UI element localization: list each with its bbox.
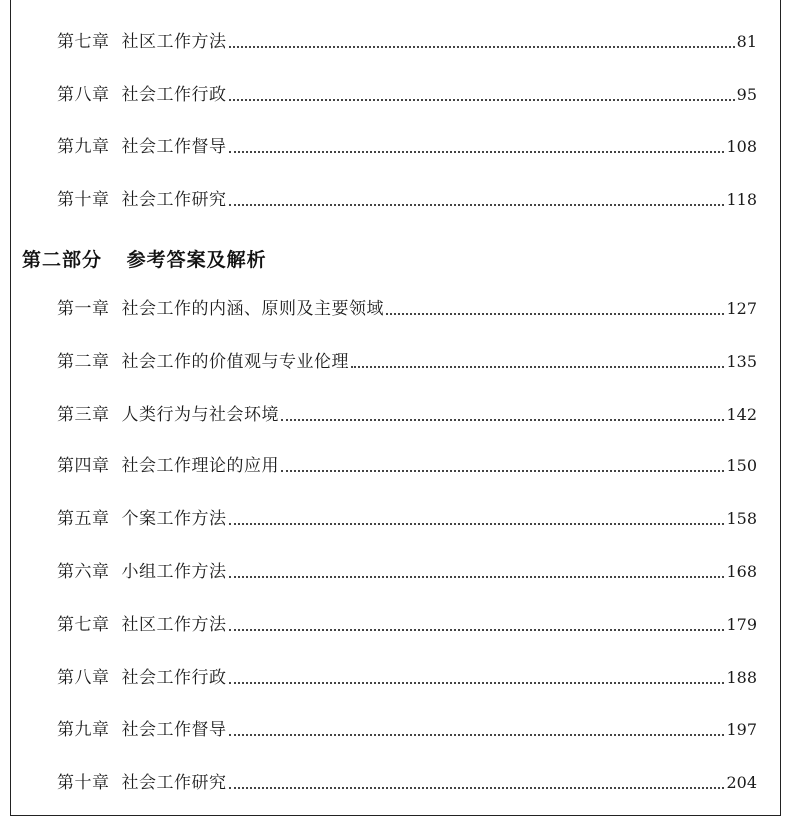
dot-leader	[229, 682, 725, 684]
toc-entry[interactable]	[57, 187, 757, 213]
page-number: 127	[726, 299, 757, 318]
dot-leader	[229, 99, 735, 101]
chapter-title: 社区工作方法	[121, 615, 227, 635]
dot-leader	[281, 470, 724, 472]
toc-entry[interactable]	[57, 453, 757, 479]
chapter-title: 个案工作方法	[121, 509, 227, 529]
chapter-title: 社会工作研究	[121, 190, 227, 210]
dot-leader	[229, 46, 735, 48]
chapter-title: 人类行为与社会环境	[121, 405, 279, 425]
section-title: 参考答案及解析	[126, 249, 267, 271]
toc-entry[interactable]	[57, 29, 757, 55]
section-number: 第二部分	[22, 249, 103, 271]
dot-leader	[351, 366, 724, 368]
toc-entry[interactable]	[57, 82, 757, 108]
chapter-title: 小组工作方法	[121, 562, 227, 582]
chapter-title: 社区工作方法	[121, 32, 227, 52]
chapter-title: 社会工作行政	[121, 85, 227, 105]
page-number: 197	[726, 720, 757, 739]
toc-entry[interactable]	[57, 296, 757, 322]
page-number: 204	[726, 773, 757, 792]
dot-leader	[229, 204, 725, 206]
toc-entry[interactable]	[57, 612, 757, 638]
chapter-number: 第十章	[57, 190, 110, 210]
dot-leader	[386, 313, 724, 315]
chapter-title: 社会工作行政	[121, 668, 227, 688]
toc-entry[interactable]	[57, 665, 757, 691]
chapter-title: 社会工作理论的应用	[121, 456, 279, 476]
section-heading[interactable]	[22, 246, 267, 274]
toc-entry[interactable]	[57, 506, 757, 532]
page-number: 108	[726, 137, 757, 156]
dot-leader	[229, 151, 725, 153]
chapter-number: 第五章	[57, 509, 110, 529]
page-number: 118	[726, 190, 757, 209]
dot-leader	[229, 629, 725, 631]
chapter-number: 第三章	[57, 405, 110, 425]
chapter-number: 第四章	[57, 456, 110, 476]
chapter-number: 第七章	[57, 32, 110, 52]
page-number: 158	[726, 509, 757, 528]
toc-entry[interactable]	[57, 134, 757, 160]
chapter-number: 第六章	[57, 562, 110, 582]
chapter-title: 社会工作督导	[121, 720, 227, 740]
dot-leader	[229, 734, 725, 736]
toc-entry[interactable]	[57, 349, 757, 375]
page-number: 150	[726, 456, 757, 475]
dot-leader	[281, 419, 724, 421]
chapter-number: 第九章	[57, 137, 110, 157]
toc-entry[interactable]	[57, 717, 757, 743]
chapter-title: 社会工作研究	[121, 773, 227, 793]
toc-entry[interactable]	[57, 402, 757, 428]
chapter-number: 第一章	[57, 299, 110, 319]
chapter-title: 社会工作的价值观与专业伦理	[121, 352, 349, 372]
chapter-number: 第八章	[57, 668, 110, 688]
page-number: 179	[726, 615, 757, 634]
dot-leader	[229, 787, 725, 789]
toc-entry[interactable]	[57, 770, 757, 796]
page-number: 168	[726, 562, 757, 581]
page-number: 95	[736, 85, 757, 104]
chapter-number: 第八章	[57, 85, 110, 105]
page-number: 188	[726, 668, 757, 687]
chapter-title: 社会工作督导	[121, 137, 227, 157]
chapter-number: 第十章	[57, 773, 110, 793]
dot-leader	[229, 523, 725, 525]
chapter-number: 第九章	[57, 720, 110, 740]
page-number: 81	[736, 32, 757, 51]
toc-entry[interactable]	[57, 559, 757, 585]
chapter-title: 社会工作的内涵、原则及主要领域	[121, 299, 384, 319]
dot-leader	[229, 576, 725, 578]
page-number: 135	[726, 352, 757, 371]
page-number: 142	[726, 405, 757, 424]
chapter-number: 第七章	[57, 615, 110, 635]
chapter-number: 第二章	[57, 352, 110, 372]
